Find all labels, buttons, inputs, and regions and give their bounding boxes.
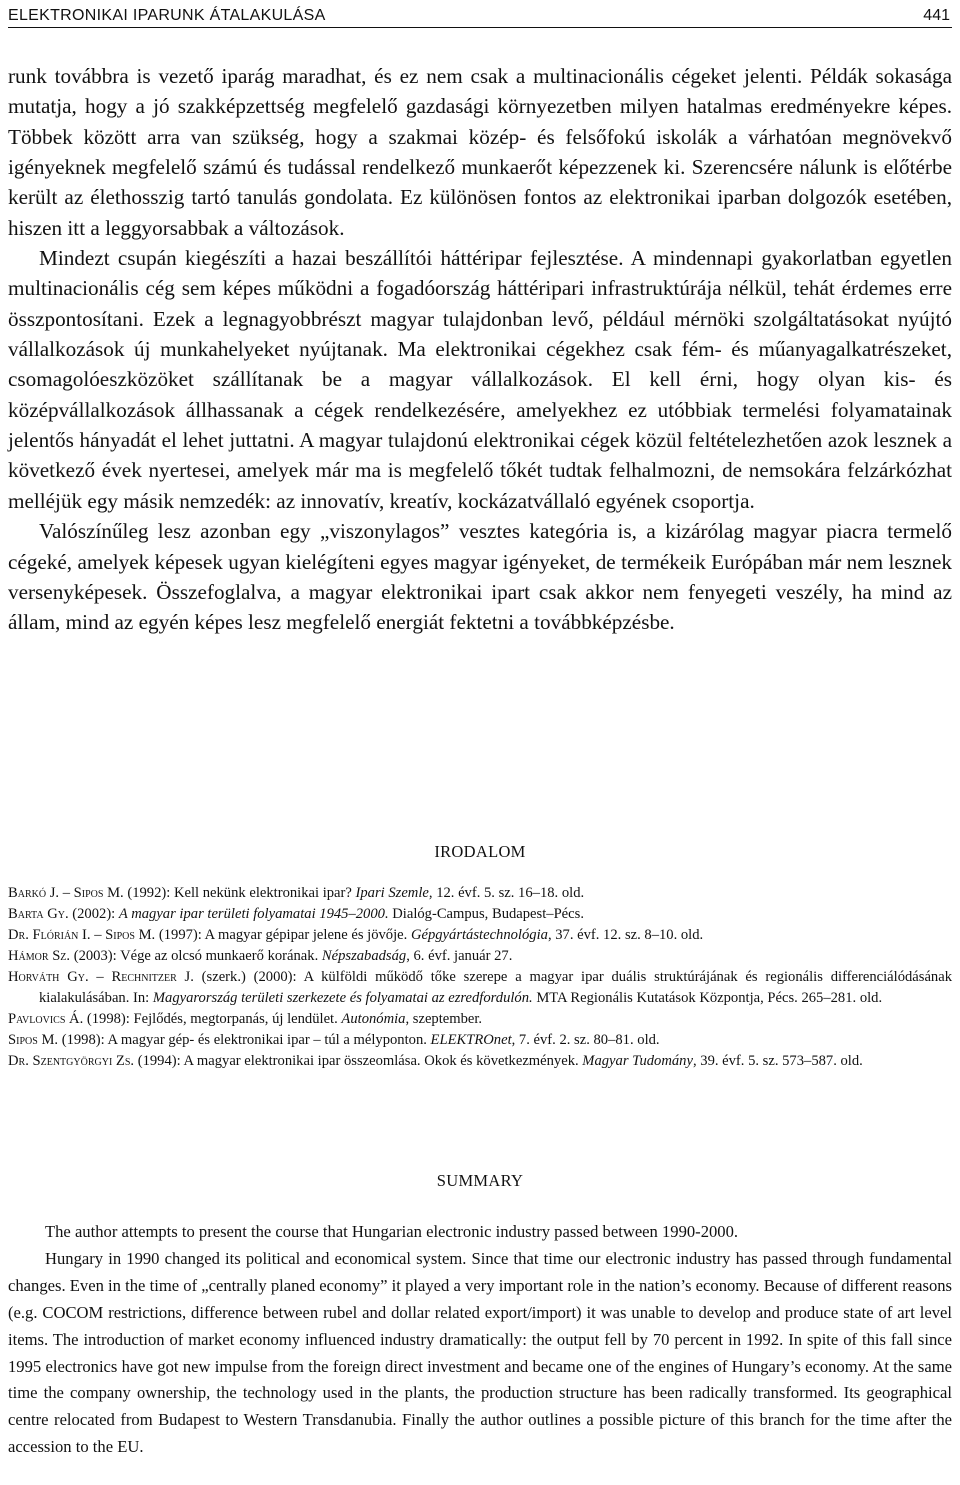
reference-item (8, 1030, 952, 1051)
reference-source: Népszabadság (321, 948, 407, 964)
references-heading: IRODALOM (434, 842, 526, 861)
reference-source: Magyarország területi szerkezete és folyamatai az ezredfordulón. (152, 990, 533, 1006)
paragraph-2: Mindezt csupán kiegészíti a hazai beszállítói háttéripar fejlesztése. A mindennapi gyakorlatban egyetlen multinacionális cég sem képes működni a fogadóország háttéripari infrastruktúrája nélkül, tehát érdemes erre összpontosítani. Ezek a legnagyobbrészt magyar tulajdonban levő, például mérnöki szolgáltatásokat nyújtó vállalkozások új munkahelyeket nyújtanak. Ma elektronikai cégekhez csak fém- és műanyagalkatrészeket, csomagolóeszközöket szállítanak be a magyar vállalkozások. El kell érni, hogy olyan kis- és középvállalkozások állhassanak a cégek rendelkezésére, amelyekhez ez utóbbiak termelési folyamatainak jelentős hányadát el lehet juttatni. A magyar tulajdonú elektronikai cégek közül feltételezhetően azok lesznek a következő évek nyertesei, amelyek már ma is megfelelő tőkét tudtak felhalmozni, de nemsokára felzárkózhat melléjük egy másik nemzedék: az innovatív, kreatív, kockázatvállaló egyének csoportja. (8, 246, 952, 513)
reference-details: MTA Regionális Kutatások Központja, Pécs. 265–281. old. (532, 990, 883, 1006)
reference-item (8, 904, 952, 925)
reference-source: Magyar Tudomány (582, 1053, 693, 1069)
reference-details: Dialóg-Campus, Budapest–Pécs. (388, 906, 584, 922)
reference-details: , 12. évf. 5. sz. 16–18. old. (428, 885, 585, 901)
reference-details: , 37. évf. 12. sz. 8–10. old. (547, 927, 704, 943)
reference-details: , szeptember. (405, 1011, 483, 1027)
reference-item (8, 883, 952, 904)
reference-text: (1994): A magyar elektronikai ipar összeomlása. Okok és következmények. (134, 1053, 583, 1069)
reference-author: Pavlovics Á. (8, 1011, 84, 1027)
reference-item (8, 925, 952, 946)
reference-author: Barkó J. – Sipos M. (8, 885, 124, 901)
reference-author: Horváth Gy. – Rechnitzer J. (8, 969, 194, 985)
body-text (8, 61, 952, 638)
reference-list (8, 883, 952, 1072)
reference-details: , 7. évf. 2. sz. 80–81. old. (511, 1032, 660, 1048)
summary-paragraph-1: The author attempts to present the course that Hungarian electronic industry passed between 1990-2000. (45, 1222, 739, 1241)
reference-item (8, 1051, 952, 1072)
reference-item (8, 1009, 952, 1030)
running-header (8, 3, 952, 28)
reference-source: A magyar ipar területi folyamatai 1945–2000. (118, 906, 389, 922)
reference-text: (1997): A magyar gépipar jelene és jövője. (155, 927, 411, 943)
reference-author: Hámor Sz. (8, 948, 71, 964)
reference-details: , 6. évf. január 27. (406, 948, 513, 964)
summary-heading: SUMMARY (436, 1171, 524, 1190)
reference-source: Ipari Szemle (355, 885, 429, 901)
summary-paragraph-2: Hungary in 1990 changed its political and economical system. Since that time our electronic industry has passed through fundamental changes. Even in the time of „centrally planed economy” it played a very important role in the nation’s economy. Because of different reasons (e.g. COCOM restrictions, difference between rubel and dollar related export/import) it was unable to develop and produce state of art level items. The introduction of market economy influenced industry dramatically: the output fell by 70 percent in 1992. In spite of this fall since 1995 electronics have got new impulse from the foreign direct investment and became one of the engines of Hungary’s economy. At the same time the company ownership, the technology used in the plants, the production structure has been radically transformed. Its geographical centre relocated from Budapest to Western Transdanubia. Finally the author outlines a possible picture of this branch for the time after the accession to the EU. (8, 1248, 952, 1457)
paragraph-1: runk továbbra is vezető iparág maradhat, és ez nem csak a multinacionális cégeket jelenti. Példák sokasága mutatja, hogy a jó szakképzettség megfelelő gazdasági környezetben milyen hatalmas eredményekre képes. Többek között arra van szükség, hogy a szakmai közép- és felsőfokú iskolák a várhatóan megnövekvő igényeknek megfelelő számú és tudással rendelkező munkaerőt képezzenek ki. Szerencsére nálunk is előtérbe került az élethosszig tartó tanulás gondolata. Ez különösen fontos az elektronikai iparban dolgozók esetében, hiszen itt a leggyorsabbak a változások. (8, 64, 952, 240)
page-number: 441 (923, 7, 950, 24)
reference-item (8, 967, 952, 1009)
reference-text: (2003): Vége az olcsó munkaerő korának. (70, 948, 322, 964)
summary-text (8, 1219, 952, 1461)
reference-details: , 39. évf. 5. sz. 573–587. old. (692, 1053, 863, 1069)
reference-source: Gépgyártástechnológia (410, 927, 548, 943)
reference-text: (1992): Kell nekünk elektronikai ipar? (123, 885, 356, 901)
reference-source: ELEKTROnet (430, 1032, 512, 1048)
reference-text: (1998): A magyar gép- és elektronikai ipar – túl a mélyponton. (58, 1032, 431, 1048)
reference-text: (szerk.) (2000): A külföldi működő tőke szerepe a magyar ipar duális struktúrájának és regionális differenciálódásának kialakulásában. In: (39, 969, 952, 1006)
reference-text: (1998): Fejlődés, megtorpanás, új lendület. (83, 1011, 342, 1027)
running-title: ELEKTRONIKAI IPARUNK ÁTALAKULÁSA (8, 7, 326, 24)
reference-author: Sipos M. (8, 1032, 59, 1048)
reference-author: Dr. Szentgyörgyi Zs. (8, 1053, 135, 1069)
reference-author: Barta Gy. (8, 906, 69, 922)
paragraph-3: Valószínűleg lesz azonban egy „viszonylagos” vesztes kategória is, a kizárólag magyar piacra termelő cégeké, amelyek képesek ugyan kielégíteni egyes magyar igényeket, de termékeik Európában már nem lesznek versenyképesek. Összefoglalva, a magyar elektronikai ipart csak akkor nem fenyegeti veszély, ha mind az állam, mind az egyén képes lesz megfelelő energiát fektetni a továbbképzésbe. (8, 519, 952, 635)
reference-item (8, 946, 952, 967)
reference-source: Autonómia (341, 1011, 406, 1027)
reference-text: (2002): (68, 906, 119, 922)
reference-author: Dr. Flórián I. – Sipos M. (8, 927, 156, 943)
